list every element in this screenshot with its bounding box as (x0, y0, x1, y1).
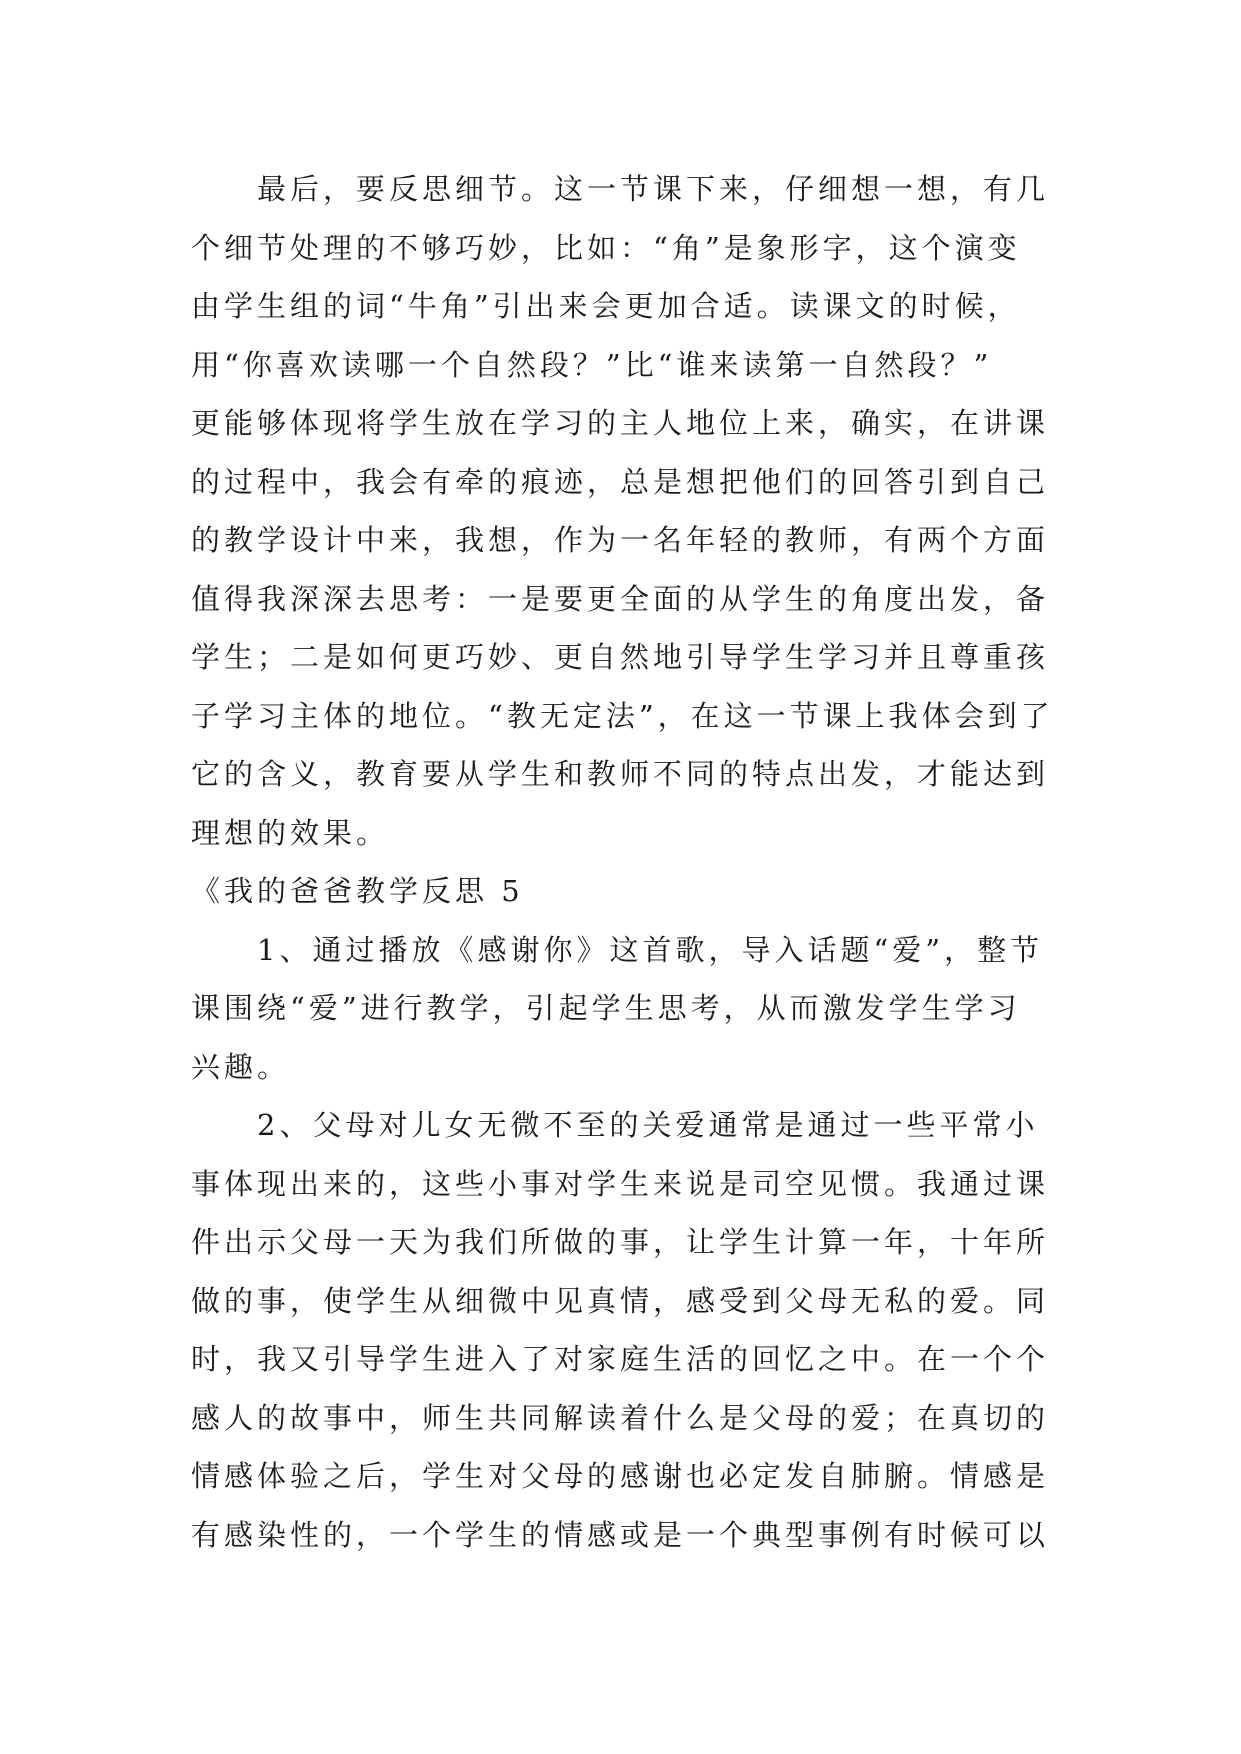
paragraph-line: 学生；二是如何更巧妙、更自然地引导学生学习并且尊重孩 (191, 640, 1050, 674)
paragraph-line: 时，我又引导学生进入了对家庭生活的回忆之中。在一个个 (191, 1342, 1050, 1376)
section-heading: 《我的爸爸教学反思 5 (191, 874, 524, 908)
paragraph-line: 值得我深深去思考：一是要更全面的从学生的角度出发，备 (191, 581, 1050, 616)
paragraph-line: 的教学设计中来，我想，作为一名年轻的教师，有两个方面 (191, 523, 1050, 557)
paragraph-line: 它的含义，教育要从学生和教师不同的特点出发，才能达到 (191, 757, 1050, 791)
paragraph-line: 由学生组的词“牛角”引出来会更加合适。读课文的时候， (191, 289, 1021, 323)
paragraph-line: 课围绕“爱”进行教学，引起学生思考，从而激发学生学习 (191, 991, 1021, 1025)
paragraph-line: 情感体验之后，学生对父母的感谢也必定发自肺腑。情感是 (191, 1459, 1050, 1493)
paragraph-line: 用“你喜欢读哪一个自然段？”比“谁来读第一自然段？” (191, 347, 993, 382)
paragraph-line: 理想的效果。 (191, 815, 390, 850)
paragraph-line: 做的事，使学生从细微中见真情，感受到父母无私的爱。同 (191, 1283, 1050, 1318)
document-body (191, 160, 1054, 1564)
paragraph-line: 个细节处理的不够巧妙，比如：“角”是象形字，这个演变 (191, 230, 1021, 265)
paragraph-line: 感人的故事中，师生共同解读着什么是父母的爱；在真切的 (191, 1400, 1050, 1435)
paragraph-line: 更能够体现将学生放在学习的主人地位上来，确实，在讲课 (191, 406, 1050, 440)
paragraph-line: 兴趣。 (191, 1049, 291, 1084)
paragraph-line: 最后，要反思细节。这一节课下来，仔细想一想，有几 (257, 172, 1050, 206)
paragraph-line: 有感染性的，一个学生的情感或是一个典型事例有时候可以 (191, 1517, 1050, 1552)
paragraph-line: 子学习主体的地位。“教无定法”，在这一节课上我体会到了 (191, 698, 1054, 733)
paragraph-line: 件出示父母一天为我们所做的事，让学生计算一年，十年所 (191, 1225, 1050, 1259)
paragraph-line: 事体现出来的，这些小事对学生来说是司空见惯。我通过课 (191, 1166, 1050, 1201)
paragraph-line: 2、父母对儿女无微不至的关爱通常是通过一些平常小 (257, 1108, 1039, 1142)
paragraph-line: 1、通过播放《感谢你》这首歌，导入话题“爱”，整节 (257, 932, 1044, 967)
paragraph-line: 的过程中，我会有牵的痕迹，总是想把他们的回答引到自己 (191, 464, 1050, 499)
